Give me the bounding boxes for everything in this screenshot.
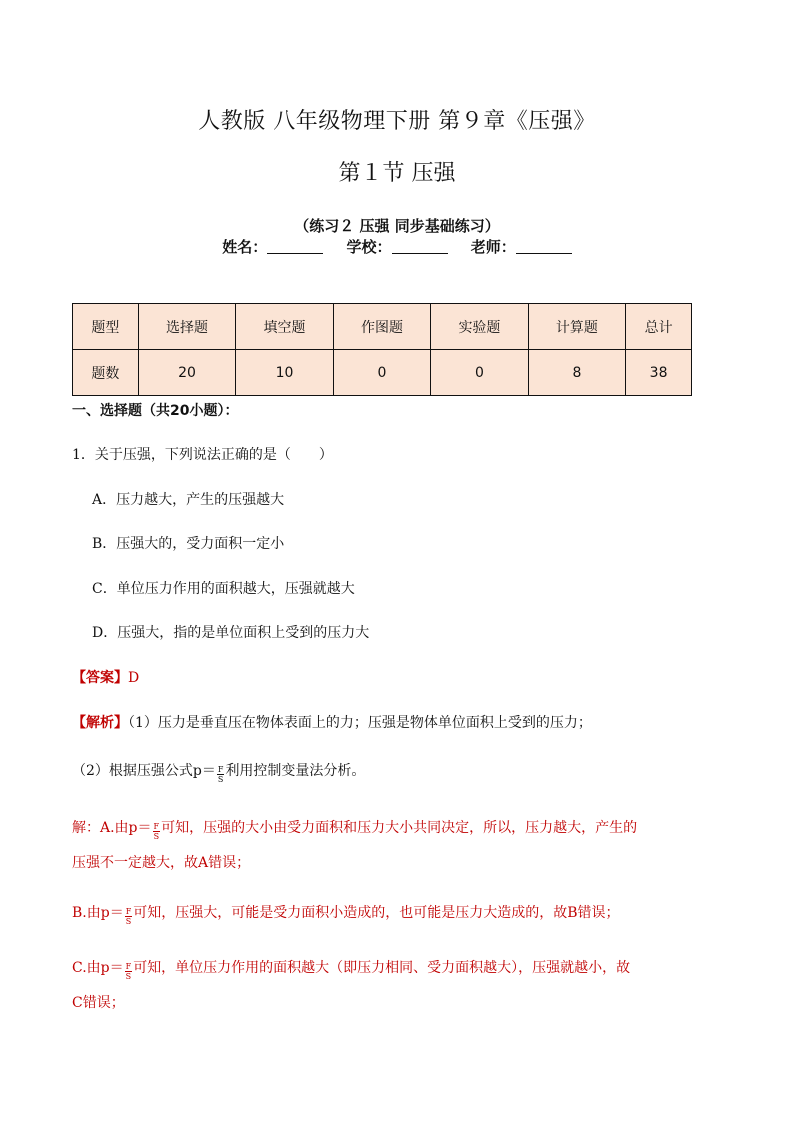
option-c: C．单位压力作用的面积越大，压强就越大 xyxy=(92,581,355,597)
fraction-denominator: S xyxy=(217,775,224,784)
table-cell: 题型 xyxy=(73,304,139,350)
formula-prefix: （2）根据压强公式p＝ xyxy=(72,763,216,779)
analysis-point-2 xyxy=(72,761,365,784)
solution-c xyxy=(72,958,630,981)
teacher-label: 老师： xyxy=(470,238,516,256)
table-cell: 38 xyxy=(626,350,692,396)
answer-line xyxy=(72,668,139,688)
table-cell: 10 xyxy=(236,350,333,396)
teacher-blank[interactable] xyxy=(516,236,572,254)
solution-c-prefix: C.由p＝ xyxy=(72,960,124,976)
pressure-fraction xyxy=(125,962,133,981)
fraction-numerator: F xyxy=(125,962,132,971)
table-cell: 0 xyxy=(431,350,528,396)
solution-a-text: 可知，压强的大小由受力面积和压力大小共同决定，所以，压力越大，产生的 xyxy=(161,820,638,836)
fraction-denominator: S xyxy=(153,832,160,841)
fraction-denominator: S xyxy=(125,917,132,926)
table-cell: 8 xyxy=(528,350,625,396)
fraction-numerator: F xyxy=(217,765,224,774)
analysis-point-1-text: （1）压力是垂直压在物体表面上的力；压强是物体单位面积上受到的压力； xyxy=(128,715,592,731)
exercise-subtitle: （练习２ 压强 同步基础练习） xyxy=(294,217,500,235)
table-cell: 题数 xyxy=(73,350,139,396)
fraction-denominator: S xyxy=(125,972,132,981)
pressure-fraction xyxy=(125,907,133,926)
analysis-label: 【解析】 xyxy=(72,715,128,731)
solution-b xyxy=(72,903,620,926)
table-cell: 填空题 xyxy=(236,304,333,350)
section-heading: 一、选择题（共20小题）： xyxy=(72,403,239,419)
solution-b-text: 可知，压强大，可能是受力面积小造成的，也可能是压力大造成的，故B错误； xyxy=(133,905,620,921)
analysis-point-1 xyxy=(72,713,592,733)
name-label: 姓名： xyxy=(222,238,268,256)
school-blank[interactable] xyxy=(392,236,448,254)
answer-label: 【答案】 xyxy=(72,670,128,686)
formula-suffix: 利用控制变量法分析。 xyxy=(225,763,366,779)
option-b: B．压强大的，受力面积一定小 xyxy=(92,536,285,552)
name-blank[interactable] xyxy=(267,236,323,254)
pressure-fraction xyxy=(153,822,161,841)
student-info-line xyxy=(0,236,794,257)
fraction-numerator: F xyxy=(153,822,160,831)
table-cell: 选择题 xyxy=(138,304,235,350)
pressure-fraction xyxy=(217,765,225,784)
solution-a-prefix: 解：A.由p＝ xyxy=(72,820,152,836)
table-cell: 总计 xyxy=(626,304,692,350)
table-cell: 作图题 xyxy=(333,304,430,350)
table-cell: 计算题 xyxy=(528,304,625,350)
option-d: D．压强大，指的是单位面积上受到的压力大 xyxy=(92,625,370,641)
option-a: A．压力越大，产生的压强越大 xyxy=(92,492,285,508)
table-row xyxy=(73,350,692,396)
school-label: 学校： xyxy=(346,238,392,256)
answer-value: D xyxy=(128,670,140,686)
table-cell: 20 xyxy=(138,350,235,396)
solution-c-text: 可知，单位压力作用的面积越大（即压力相同、受力面积越大），压强就越小，故 xyxy=(133,960,631,976)
solution-a-continued: 压强不一定越大，故A错误； xyxy=(72,855,251,871)
solution-a xyxy=(72,818,637,841)
solution-b-prefix: B.由p＝ xyxy=(72,905,124,921)
question-stem: 1．关于压强，下列说法正确的是（ ） xyxy=(72,447,333,463)
table-cell: 实验题 xyxy=(431,304,528,350)
document-title: 人教版 八年级物理下册 第９章《压强》 xyxy=(198,109,596,134)
table-cell: 0 xyxy=(333,350,430,396)
score-table xyxy=(72,303,692,396)
table-header-row xyxy=(73,304,692,350)
solution-c-continued: C错误； xyxy=(72,995,125,1011)
section-title: 第１节 压强 xyxy=(338,161,456,186)
fraction-numerator: F xyxy=(125,907,132,916)
